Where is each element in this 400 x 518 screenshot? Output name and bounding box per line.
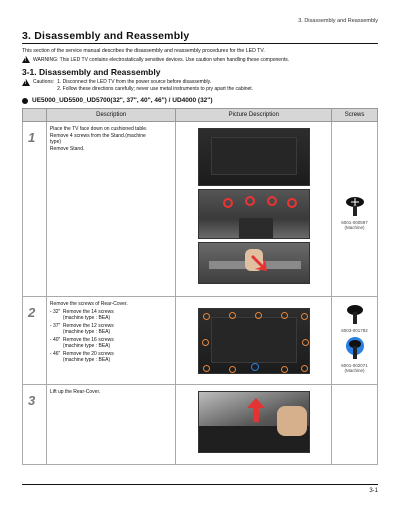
arrow-icon xyxy=(249,253,269,273)
steps-table xyxy=(22,108,378,465)
step-screws xyxy=(332,122,378,297)
highlight-circle xyxy=(267,196,277,206)
highlight-circle xyxy=(281,312,288,319)
footer-rule xyxy=(22,484,378,485)
highlight-circle xyxy=(229,312,236,319)
desc-line: type) xyxy=(49,139,62,145)
arrow-up-icon xyxy=(247,398,265,422)
section-title: 3-1. Disassembly and Reassembly xyxy=(22,67,161,77)
table-row xyxy=(23,297,378,385)
warning-line xyxy=(22,56,289,63)
highlight-circle xyxy=(287,198,297,208)
cautions-label: Cautions: xyxy=(33,79,55,85)
step-number: 3 xyxy=(23,385,47,465)
table-row xyxy=(23,385,378,465)
table-header-row xyxy=(23,109,378,122)
highlight-circle xyxy=(301,313,308,320)
chapter-intro: This section of the service manual describes the disassembly and reassembly procedures for the LED TV. xyxy=(22,48,265,54)
highlight-circle xyxy=(229,366,236,373)
cautions-list xyxy=(57,79,253,93)
bullet-icon xyxy=(22,98,28,104)
highlight-circle xyxy=(203,313,210,320)
desc-line: Place the TV face down on cushioned table. xyxy=(49,126,148,132)
screw-code: 6003-001782 xyxy=(341,328,368,333)
screw-type: (Machine) xyxy=(344,224,365,230)
caution-item: 1. Disconnect the LED TV from the power source before disassembly. xyxy=(57,79,212,85)
highlight-circle xyxy=(302,339,309,346)
highlight-circle xyxy=(301,365,308,372)
highlight-circle xyxy=(223,198,233,208)
cautions-block xyxy=(22,79,253,93)
step-description xyxy=(46,385,175,465)
highlight-circle xyxy=(255,312,262,319)
caution-icon xyxy=(22,79,30,86)
step-screws xyxy=(332,385,378,465)
model-text: UE5000_UD5500_UD5700(32", 37", 40", 46") / UD4000 (32") xyxy=(32,97,213,104)
warning-icon xyxy=(22,56,30,63)
remove-stand-photo xyxy=(198,242,310,284)
stand-screws-photo xyxy=(198,189,310,239)
lift-cover-photo xyxy=(198,391,310,453)
step-description xyxy=(46,122,175,297)
tv-back-photo xyxy=(198,128,310,186)
step-screws xyxy=(332,297,378,385)
screw-code: 6001-002071 xyxy=(341,363,368,368)
step-pictures xyxy=(176,385,332,465)
highlight-circle xyxy=(203,365,210,372)
running-header: 3. Disassembly and Reassembly xyxy=(298,18,378,24)
step-pictures xyxy=(176,297,332,385)
desc-line: Remove Stand. xyxy=(49,145,85,152)
size-item: - 46" Remove the 20 screws (machine type : BEA) xyxy=(49,350,114,363)
header-num xyxy=(23,109,47,122)
caution-item: 2. Follow these directions carefully; never use metal instruments to pry apart the cabinet. xyxy=(57,86,254,92)
screw-icon xyxy=(345,304,365,326)
step-number: 1 xyxy=(23,122,47,297)
screw-type: (Machine) xyxy=(344,368,365,373)
page-number: 3-1 xyxy=(369,488,378,494)
desc-line: Remove 4 screws from the Stand.(machine xyxy=(49,132,146,139)
step-pictures xyxy=(176,122,332,297)
table-row xyxy=(23,122,378,297)
desc-line: Remove the screws of Rear-Cover. xyxy=(49,301,128,307)
model-line xyxy=(22,97,213,104)
size-item: - 32" Remove the 14 screws (machine type : BEA) xyxy=(49,308,114,321)
rear-cover-photo xyxy=(198,308,310,374)
highlight-circle xyxy=(281,366,288,373)
screw-icon xyxy=(345,337,365,361)
screw-code: 6001-000597 xyxy=(341,219,368,225)
highlight-circle xyxy=(245,196,255,206)
highlight-circle xyxy=(202,339,209,346)
step-number: 2 xyxy=(23,297,47,385)
step-description xyxy=(46,297,175,385)
header-screws: Screws xyxy=(332,109,378,122)
highlight-circle xyxy=(251,363,259,371)
size-item: - 40" Remove the 16 screws (machine type : BEA) xyxy=(49,336,114,349)
chapter-title: 3. Disassembly and Reassembly xyxy=(22,30,190,42)
size-item: - 37" Remove the 12 screws (machine type : BEA) xyxy=(49,322,114,335)
header-description: Description xyxy=(46,109,175,122)
header-picture: Picture Description xyxy=(176,109,332,122)
warning-text: WARNING: This LED TV contains electrostatically sensitive devices. Use caution when handling these components. xyxy=(33,56,290,63)
screw-icon xyxy=(344,196,366,218)
desc-line: Lift up the Rear-Cover. xyxy=(49,389,101,395)
chapter-rule xyxy=(22,43,378,44)
